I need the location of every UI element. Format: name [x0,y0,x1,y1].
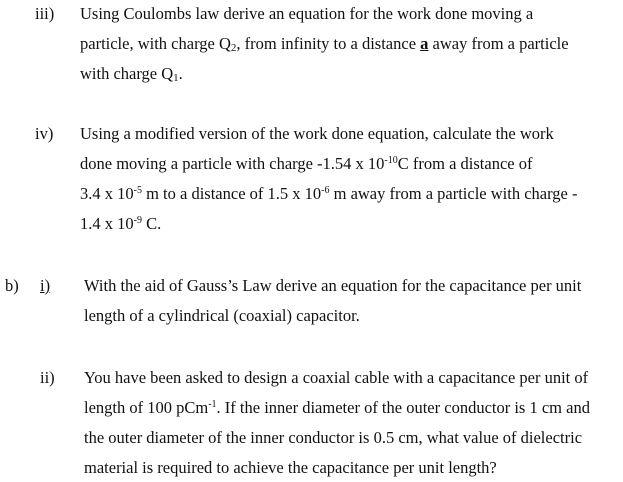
question-b-i-number: i) [40,276,51,295]
question-iv-line-4: 1.4 x $10^{-9}$ C. [80,214,162,233]
question-iv-line-3: 3.4 x $10^{-5}$ m to a distance of 1.5 x $10^{-6}$ m away from a particle with charge - [80,184,578,203]
question-b-ii-line-2: length of 100 pCm$^{-1}$. If the inner diameter of the outer conductor is 1 cm and [84,398,590,417]
question-iv-line-2: done moving a particle with charge -1.54 x $10^{-10}C$ from a distance of [80,154,533,173]
question-b-ii-line-3: the outer diameter of the inner conductor is 0.5 cm, what value of dielectric [84,428,583,447]
question-iii-line-1: Using Coulombs law derive an equation for the work done moving a [80,4,534,23]
question-b-i-line-2: length of a cylindrical (coaxial) capacitor. [84,306,360,325]
question-iv-line-1: Using a modified version of the work done equation, calculate the work [80,124,554,143]
question-iii-line-2: particle, with charge $Q_2$, from infinity to a distance a away from a particle [80,34,569,54]
question-b-i-line-1: With the aid of Gauss’s Law derive an equation for the capacitance per unit [84,276,582,295]
question-iii-number: iii) [35,4,55,23]
question-iii-line-3: with charge $Q_1$. [80,64,183,84]
question-iv-number: iv) [35,124,54,143]
question-b-ii-line-4: material is required to achieve the capacitance per unit length? [84,458,497,477]
question-b-ii-number: ii) [40,368,55,387]
question-b-ii-line-1: You have been asked to design a coaxial cable with a capacitance per unit of [84,368,589,387]
section-b-label: b) [5,276,19,295]
